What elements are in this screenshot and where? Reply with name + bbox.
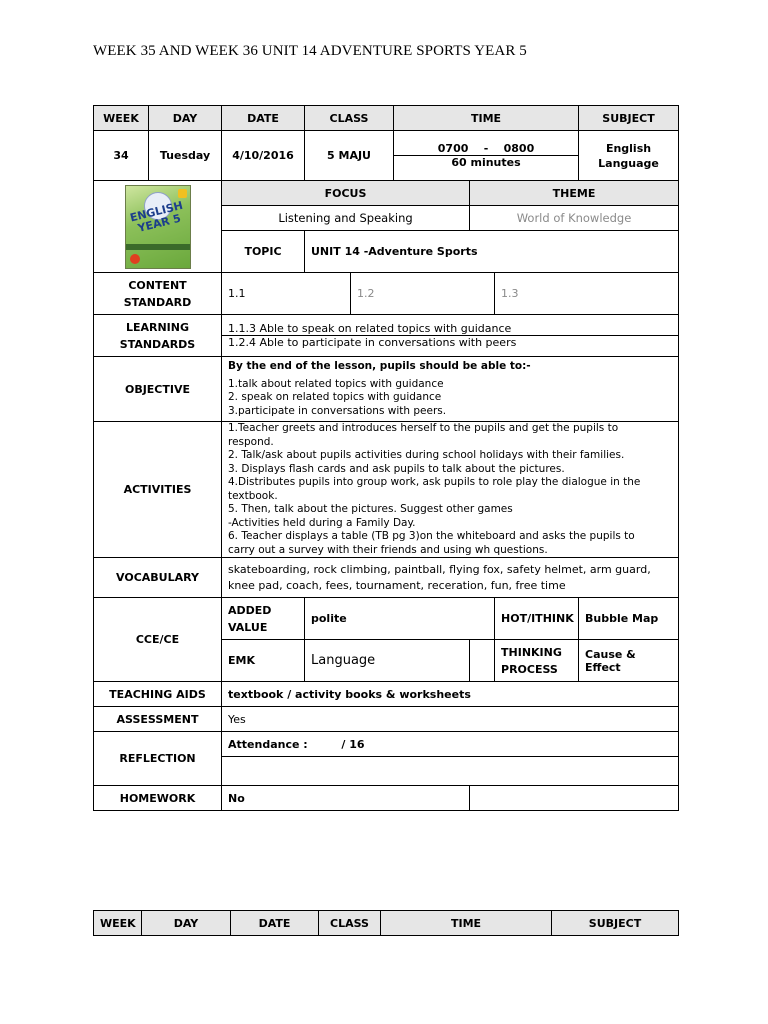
attendance-label: Attendance :: [228, 737, 308, 751]
attendance-total: / 16: [341, 737, 365, 751]
objective-item: 3.participate in conversations with peers.: [228, 404, 447, 417]
activity-line: carry out a survey with their friends and using wh questions.: [228, 543, 548, 556]
cce-label: CCE/CE: [94, 598, 222, 682]
added-value: polite: [305, 598, 495, 640]
time-separator: -: [483, 142, 489, 155]
header-subject: SUBJECT: [579, 106, 679, 131]
objective-item: 1.talk about related topics with guidance: [228, 377, 444, 390]
lesson-time-cell: [394, 131, 579, 181]
emk-value: Language: [305, 640, 470, 682]
lesson-class: 5 MAJU: [305, 131, 394, 181]
activity-line: respond.: [228, 435, 274, 448]
time-end: 0800: [503, 142, 535, 155]
emk-label: EMK: [222, 640, 305, 682]
book-cover-image: [125, 185, 191, 269]
lesson-plan-table: [93, 105, 679, 811]
activities-content: [222, 422, 679, 558]
vocabulary-content: [222, 558, 679, 598]
added-value-label: ADDED VALUE: [222, 598, 305, 640]
lesson-day: Tuesday: [149, 131, 222, 181]
next-header-day: DAY: [142, 911, 231, 936]
activity-line: 3. Displays flash cards and ask pupils to talk about the pictures.: [228, 462, 565, 475]
book-cover-cell: [94, 181, 222, 273]
activity-line: -Activities held during a Family Day.: [228, 516, 416, 529]
lesson-date: 4/10/2016: [222, 131, 305, 181]
objective-label: OBJECTIVE: [94, 357, 222, 422]
activity-line: 2. Talk/ask about pupils activities during school holidays with their families.: [228, 449, 625, 461]
content-standard-1: 1.1: [222, 273, 351, 315]
header-week: WEEK: [94, 106, 149, 131]
vocabulary-label: VOCABULARY: [94, 558, 222, 598]
teaching-aids-value: textbook / activity books & worksheets: [222, 682, 679, 707]
lesson-time-range: [394, 142, 578, 156]
lesson-duration: 60 minutes: [451, 156, 521, 169]
homework-extra-cell: [470, 786, 679, 811]
thinking-process-value: Cause & Effect: [579, 640, 679, 682]
book-cover-strip: [126, 244, 190, 250]
reflection-attendance: [222, 732, 679, 757]
homework-value: No: [222, 786, 470, 811]
theme-label: THEME: [470, 181, 679, 206]
book-cover-title: ENGLISH YEAR 5: [128, 198, 184, 235]
learning-standards-label: LEARNING STANDARDS: [94, 315, 222, 357]
activity-line: textbook.: [228, 489, 278, 502]
next-header-subject: SUBJECT: [552, 911, 679, 936]
focus-label: FOCUS: [222, 181, 470, 206]
time-start: 0700: [437, 142, 469, 155]
learning-standards-cell: [222, 315, 679, 357]
next-header-time: TIME: [381, 911, 552, 936]
activity-line: 5. Then, talk about the pictures. Suggest other games: [228, 503, 513, 515]
lesson-subject: English Language: [579, 131, 679, 181]
book-cover-logo: [130, 254, 140, 264]
focus-value: Listening and Speaking: [222, 206, 470, 231]
header-time: TIME: [394, 106, 579, 131]
activity-line: 6. Teacher displays a table (TB pg 3)on the whiteboard and asks the pupils to: [228, 530, 635, 542]
content-standard-label: CONTENT STANDARD: [94, 273, 222, 315]
header-class: CLASS: [305, 106, 394, 131]
teaching-aids-label: TEACHING AIDS: [94, 682, 222, 707]
reflection-notes: [222, 757, 679, 786]
learning-standard-2: 1.2.4 Able to participate in conversations with peers: [228, 336, 517, 349]
topic-label: TOPIC: [222, 231, 305, 273]
content-standard-3: 1.3: [495, 273, 679, 315]
next-lesson-header-table: [93, 910, 679, 936]
homework-label: HOMEWORK: [94, 786, 222, 811]
vocabulary-line: skateboarding, rock climbing, paintball, flying fox, safety helmet, arm guard,: [228, 562, 651, 576]
hot-label: HOT/ITHINK: [495, 598, 579, 640]
emk-spacer-cell: [470, 640, 495, 682]
vocabulary-line: knee pad, coach, fees, tournament, receration, fun, free time: [228, 578, 566, 592]
topic-value: UNIT 14 -Adventure Sports: [305, 231, 679, 273]
lesson-week: 34: [94, 131, 149, 181]
book-cover-badge: [178, 189, 187, 198]
theme-value: World of Knowledge: [470, 206, 679, 231]
hot-value: Bubble Map: [579, 598, 679, 640]
objective-content: [222, 357, 679, 422]
next-header-date: DATE: [231, 911, 319, 936]
activity-line: 1.Teacher greets and introduces herself to the pupils and get the pupils to: [228, 422, 619, 434]
assessment-label: ASSESSMENT: [94, 707, 222, 732]
header-date: DATE: [222, 106, 305, 131]
learning-standard-1: 1.1.3 Able to speak on related topics with guidance: [222, 322, 678, 336]
next-header-week: WEEK: [94, 911, 142, 936]
thinking-process-label: THINKING PROCESS: [495, 640, 579, 682]
page-title: WEEK 35 AND WEEK 36 UNIT 14 ADVENTURE SPORTS YEAR 5: [93, 43, 527, 59]
objective-intro: By the end of the lesson, pupils should be able to:-: [228, 360, 531, 372]
activity-line: 4.Distributes pupils into group work, ask pupils to role play the dialogue in the: [228, 476, 641, 488]
header-day: DAY: [149, 106, 222, 131]
objective-item: 2. speak on related topics with guidance: [228, 391, 442, 403]
activities-label: ACTIVITIES: [94, 422, 222, 558]
content-standard-2: 1.2: [351, 273, 495, 315]
reflection-label: REFLECTION: [94, 732, 222, 786]
assessment-value: Yes: [222, 707, 679, 732]
next-header-class: CLASS: [319, 911, 381, 936]
